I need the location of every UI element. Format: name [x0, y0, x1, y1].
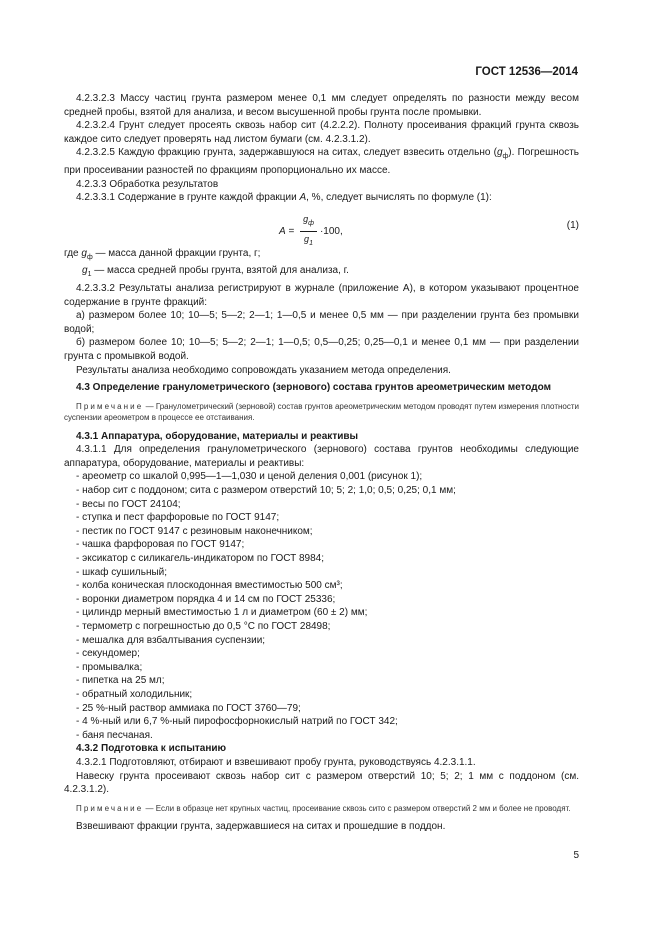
paragraph-sieve: Навеску грунта просеивают сквозь набор сит с размером отверстий 10; 5; 2; 1 мм с поддоном (см. 4.2.3.1.2). — [64, 770, 579, 796]
where-prefix: где — [64, 247, 82, 259]
equipment-list — [64, 470, 579, 742]
where-sub: 1 — [87, 271, 92, 279]
subscript: ф — [502, 153, 509, 161]
den-sub: 1 — [309, 239, 313, 247]
paragraph-4-2-3-3-2: 4.2.3.3.2 Результаты анализа регистрируют в журнале (приложение А), в котором указывают процентное содержание в грунте фракций: — [64, 282, 579, 308]
equipment-item: - ареометр со шкалой 0,995—1—1,030 и ценой деления 0,001 (рисунок 1); — [76, 471, 423, 483]
num-sub: ф — [308, 219, 314, 227]
where-line-2 — [64, 264, 579, 282]
note-2 — [64, 803, 579, 815]
where-var: g — [82, 265, 88, 277]
page-body — [64, 92, 579, 834]
equipment-item: - секундомер; — [76, 648, 140, 660]
note-text: — Гранулометрический (зерновой) состав грунтов ареометрическим методом проводят путем измерения плотности суспензии ареометром в процессе ее отстаивания. — [64, 401, 579, 423]
equipment-item: - колба коническая плоскодонная вместимостью 500 см³; — [76, 580, 343, 592]
text-run: 4.2.3.2.5 Каждую фракцию грунта, задержавшуюся на ситах, следует взвесить отдельно ( — [76, 147, 497, 159]
section-heading-4-3-2: 4.3.2 Подготовка к испытанию — [76, 743, 227, 755]
equipment-item: - промывалка; — [76, 661, 143, 673]
equipment-item: - термометр с погрешностью до 0,5 °С по ГОСТ 28498; — [76, 621, 331, 632]
fraction-numerator — [300, 213, 317, 232]
page-number: 5 — [573, 850, 579, 861]
equipment-item: - пипетка на 25 мл; — [76, 675, 165, 687]
paragraph-4-2-3-2-5 — [64, 146, 579, 177]
paragraph-4-3-1-1: 4.3.1.1 Для определения гранулометрического (зернового) состава грунтов необходимы следующие аппаратура, оборудование, материалы и реактивы: — [64, 444, 579, 469]
equipment-item: - набор сит с поддоном; сита с размером отверстий 10; 5; 2; 1,0; 0,5; 0,25; 0,1 мм; — [76, 485, 456, 497]
num-var: g — [303, 213, 309, 224]
note-label: Примечание — [76, 401, 144, 411]
paragraph-final: Взвешивают фракции грунта, задержавшиеся на ситах и прошедшие в поддон. — [76, 821, 446, 833]
section-heading-4-3-1: 4.3.1 Аппаратура, оборудование, материалы и реактивы — [76, 430, 359, 442]
formula-fraction — [300, 213, 317, 251]
section-heading-4-3: 4.3 Определение гранулометрического (зернового) состава грунтов ареометрическим методом — [76, 382, 551, 394]
text-run: 4.2.3.3.1 Содержание в грунте каждой фракции — [76, 192, 300, 204]
formula-expression — [279, 213, 343, 251]
den-var: g — [304, 234, 310, 245]
where-var: g — [81, 247, 87, 259]
equipment-item: - весы по ГОСТ 24104; — [76, 498, 181, 510]
equipment-item: - мешалка для взбалтывания суспензии; — [76, 634, 266, 646]
list-item-b: б) размером более 10; 10—5; 5—2; 2—1; 1—0,5; 0,5—0,25; 0,25—0,1 и менее 0,1 мм — при разделении грунта с промывкой водой. — [64, 337, 579, 362]
equipment-item: - чашка фарфоровая по ГОСТ 9147; — [76, 539, 245, 551]
paragraph-results: Результаты анализа необходимо сопровождать указанием метода определения. — [76, 364, 451, 376]
formula-equals: = — [285, 225, 298, 237]
where-sub: ф — [86, 253, 93, 261]
text-run: , %, следует вычислять по формуле (1): — [306, 192, 492, 204]
var-a: A — [299, 192, 307, 204]
equipment-item: - пестик по ГОСТ 9147 с резиновым наконечником; — [76, 525, 313, 537]
formula-1 — [64, 209, 579, 247]
fraction-denominator — [304, 232, 313, 250]
equipment-item: - ступка и пест фарфоровые по ГОСТ 9147; — [76, 512, 280, 524]
note-1 — [64, 401, 579, 424]
equipment-item: - обратный холодильник; — [76, 688, 193, 700]
var-g: g — [496, 147, 503, 159]
document-code: ГОСТ 12536—2014 — [475, 66, 578, 78]
formula-number: (1) — [566, 219, 579, 231]
equipment-item: - 25 %-ный раствор аммиака по ГОСТ 3760—79; — [76, 702, 301, 714]
formula-lhs: A — [279, 225, 286, 237]
equipment-item: - воронки диаметром порядка 4 и 14 см по ГОСТ 25336; — [76, 593, 336, 605]
note-label: Примечание — [76, 803, 144, 813]
heading-4-2-3-3: 4.2.3.3 Обработка результатов — [76, 178, 219, 190]
paragraph-4-2-3-3-1 — [64, 191, 579, 205]
text-run: ). Погрешность при просеивании разностей по фракциям пропорционально их массе. — [64, 147, 579, 176]
where-text: — масса средней пробы грунта, взятой для анализа, г. — [91, 265, 349, 277]
equipment-item: - цилиндр мерный вместимостью 1 л и диаметром (60 ± 2) мм; — [76, 607, 368, 619]
note-text: — Если в образце нет крупных частиц, просеивание сквозь сито с размером отверстий 2 мм и более не проводят. — [143, 803, 571, 813]
where-text: — масса данной фракции грунта, г; — [92, 247, 261, 259]
paragraph-4-2-3-2-4: 4.2.3.2.4 Грунт следует просеять сквозь набор сит (4.2.2.2). Полноту просеивания фракций грунта сквозь каждое сито следует проверять над листом бумаги (см. 4.2.3.1.2). — [64, 120, 579, 145]
equipment-item: - эксикатор с силикагель-индикатором по ГОСТ 8984; — [76, 553, 325, 565]
list-item-a: а) размером более 10; 10—5; 5—2; 2—1; 1—0,5 и менее 0,5 мм — при разделении грунта без промывки водой; — [64, 310, 579, 335]
equipment-item: - шкаф сушильный; — [76, 566, 168, 578]
paragraph-4-3-2-1: 4.3.2.1 Подготовляют, отбирают и взвешивают пробу грунта, руководствуясь 4.2.3.1.1. — [76, 756, 476, 768]
equipment-item: - 4 %-ный или 6,7 %-ный пирофосфорнокислый натрий по ГОСТ 342; — [76, 716, 398, 728]
paragraph-4-2-3-2-3: 4.2.3.2.3 Массу частиц грунта размером менее 0,1 мм следует определять по разности между весом средней пробы, взятой для анализа, и весом высушенной пробы грунта после промывки. — [64, 93, 579, 118]
equipment-item: - баня песчаная. — [76, 729, 153, 741]
formula-tail: ·100, — [319, 225, 343, 237]
